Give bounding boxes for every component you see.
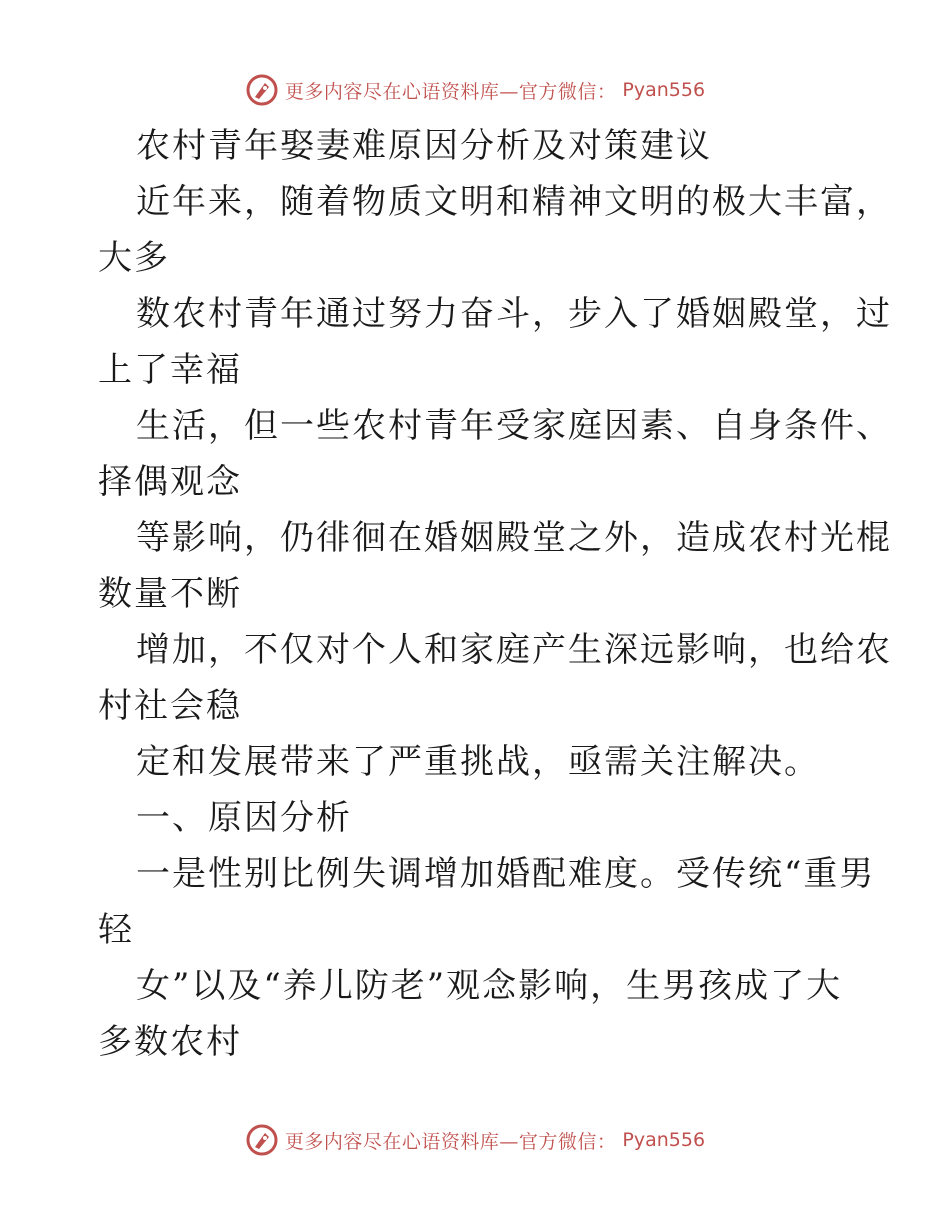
- text-line: 数农村青年通过努力奋斗，步入了婚姻殿堂，过: [136, 294, 892, 334]
- footer-banner: [0, 1120, 950, 1160]
- document-body: [98, 118, 892, 1070]
- text-line: 上了幸福: [98, 350, 242, 390]
- section-heading: 一、原因分析: [136, 798, 352, 838]
- document-title: 农村青年娶妻难原因分析及对策建议: [136, 126, 712, 166]
- text-line: 数量不断: [98, 574, 242, 614]
- text-line: 村社会稳: [98, 686, 242, 726]
- header-banner: [0, 70, 950, 110]
- text-line: 一是性别比例失调增加婚配难度。受传统“重男: [136, 854, 876, 894]
- text-line: 增加，不仅对个人和家庭产生深远影响，也给农: [136, 630, 892, 670]
- text-line: 择偶观念: [98, 462, 242, 502]
- text-line: 女”以及“养儿防老”观念影响，生男孩成了大: [136, 966, 843, 1006]
- text-line: 大多: [98, 238, 170, 278]
- banner-text: 更多内容尽在心语资料库—官方微信：: [284, 1130, 617, 1153]
- text-line: 多数农村: [98, 1022, 242, 1062]
- text-line: 生活，但一些农村青年受家庭因素、自身条件、: [136, 406, 892, 446]
- text-line: 近年来，随着物质文明和精神文明的极大丰富，: [136, 182, 892, 222]
- banner-contact: Pyan556: [622, 79, 706, 101]
- text-line: 定和发展带来了严重挑战，亟需关注解决。: [136, 742, 820, 782]
- text-line: 轻: [98, 910, 134, 950]
- pen-nib-logo-icon: [245, 73, 279, 107]
- banner-text: 更多内容尽在心语资料库—官方微信：: [284, 80, 617, 103]
- pen-nib-logo-icon: [245, 1123, 279, 1157]
- text-line: 等影响，仍徘徊在婚姻殿堂之外，造成农村光棍: [136, 518, 892, 558]
- banner-contact: Pyan556: [622, 1129, 706, 1151]
